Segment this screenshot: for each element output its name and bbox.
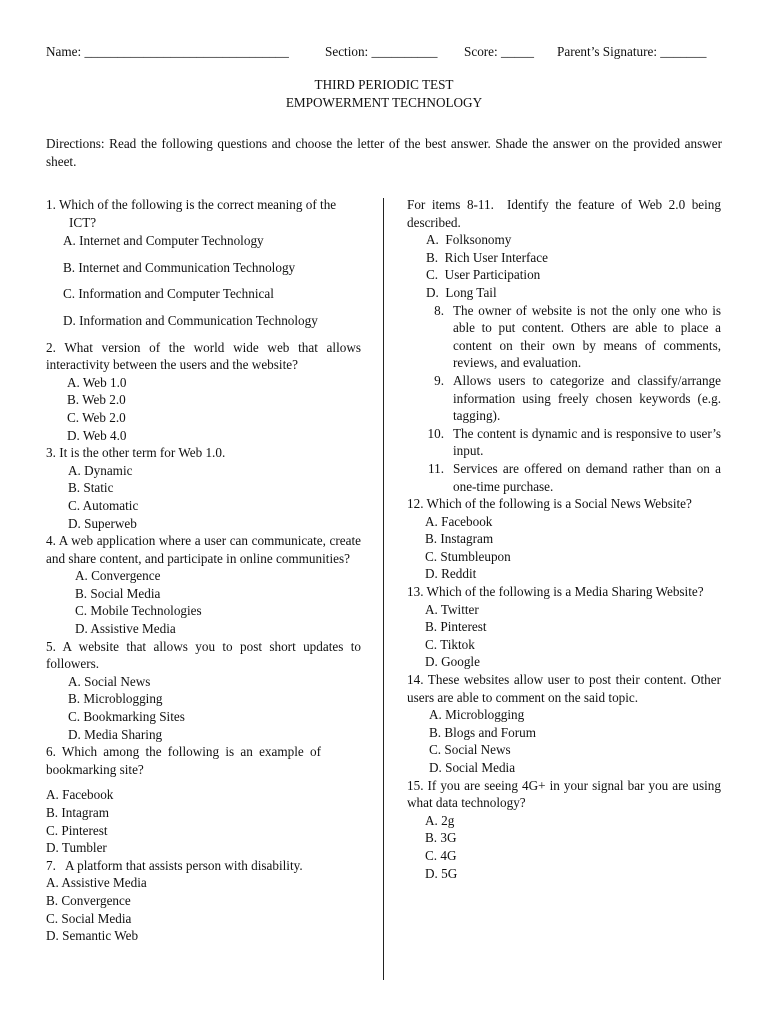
question-15 <box>407 777 721 883</box>
option-b: B. Web 2.0 <box>67 392 126 408</box>
option-d: D. Reddit <box>425 566 477 582</box>
question-stem: For items 8-11. Identify the feature of Web 2.0 being described. <box>407 197 725 230</box>
option-d: D. Tumbler <box>46 840 107 856</box>
option-c: C. Web 2.0 <box>67 409 126 425</box>
option-c: C. Information and Computer Technical <box>63 286 274 302</box>
option-b: B. Convergence <box>46 892 131 908</box>
option-c: C. Pinterest <box>46 822 108 838</box>
option-b: B. Intagram <box>46 805 109 820</box>
option-c: C. Automatic <box>68 497 139 513</box>
section-field: Section: __________ <box>325 44 438 59</box>
option-d: D. Information and Communication Technology <box>63 312 318 328</box>
option-d: D. Social Media <box>429 760 516 775</box>
question-14 <box>407 671 721 777</box>
score-field: Score: _____ <box>464 44 534 59</box>
option-c: C. 4G <box>425 847 457 863</box>
test-title <box>0 76 768 111</box>
option-b: B. Microblogging <box>68 691 163 707</box>
question-stem: 5. A website that allows you to post short updates to followers. <box>46 638 361 672</box>
question-stem: 3. It is the other term for Web 1.0. <box>46 445 226 461</box>
option-a: A. Social News <box>68 673 151 689</box>
option-a: A. Folksonomy <box>426 232 512 248</box>
option-a: A. Internet and Computer Technology <box>63 233 264 249</box>
option-d: D. Semantic Web <box>46 928 139 944</box>
option-c: C. Mobile Technologies <box>75 603 202 619</box>
option-d: D. Media Sharing <box>68 726 163 742</box>
option-d: D. Web 4.0 <box>67 427 127 443</box>
option-b: B. Social Media <box>75 585 161 601</box>
title-line-1: THIRD PERIODIC TEST <box>314 77 454 92</box>
option-b: B. 3G <box>425 830 457 846</box>
item-10 <box>407 425 721 460</box>
option-a: A. Convergence <box>75 568 161 584</box>
option-d: D. Long Tail <box>426 284 497 300</box>
question-stem: 7. A platform that assists person with disability. <box>46 857 303 873</box>
option-c: C. Stumbleupon <box>425 548 511 564</box>
item-text: The content is dynamic and is responsive to user’s input. <box>453 425 721 459</box>
column-divider <box>383 198 384 980</box>
directions: Directions: Read the following questions and choose the letter of the best answer. Shade the answer on the provided answer sheet. <box>46 136 722 169</box>
question-stem: 4. A web application where a user can communicate, create and share content, and participate in online communities? <box>46 533 361 566</box>
item-8 <box>407 302 721 372</box>
option-a: A. Dynamic <box>68 462 133 478</box>
question-5 <box>46 638 361 744</box>
question-13 <box>407 583 721 671</box>
name-field: Name: _______________________________ <box>46 44 289 59</box>
option-b: B. Blogs and Forum <box>429 724 536 740</box>
option-c: C. Bookmarking Sites <box>68 709 185 725</box>
question-12 <box>407 495 721 583</box>
option-b: B. Instagram <box>425 531 494 547</box>
item-11 <box>407 460 721 495</box>
question-1 <box>46 196 361 330</box>
item-9 <box>407 372 721 425</box>
option-c: C. Tiktok <box>425 636 475 652</box>
question-stem-continued: ICT? <box>69 214 97 230</box>
option-d: D. Superweb <box>68 515 137 531</box>
item-text: The owner of website is not the only one who is able to put content. Others are able to place a content on their own by means of comments, reviews, and evaluation. <box>453 302 721 371</box>
option-c: C. Social News <box>429 742 511 758</box>
left-column <box>46 196 361 945</box>
option-a: A. Facebook <box>46 787 114 803</box>
option-a: A. Web 1.0 <box>67 374 127 390</box>
question-2 <box>46 339 361 445</box>
option-c: C. User Participation <box>426 267 541 283</box>
option-a: A. 2g <box>425 812 455 828</box>
option-b: B. Internet and Communication Technology <box>63 259 296 275</box>
item-number: 9. <box>434 372 444 388</box>
option-c: C. Social Media <box>46 910 132 926</box>
title-line-2: EMPOWERMENT TECHNOLOGY <box>285 94 483 110</box>
option-d: D. 5G <box>425 865 458 881</box>
right-column <box>407 196 725 882</box>
parent-signature-field: Parent’s Signature: _______ <box>557 44 707 59</box>
option-d: D. Google <box>425 654 480 670</box>
option-b: B. Static <box>68 480 114 496</box>
option-a: A. Facebook <box>425 513 493 529</box>
question-stem: 14. These websites allow user to post their content. Other users are able to comment on the said topic. <box>407 672 721 705</box>
option-a: A. Microblogging <box>429 707 525 723</box>
question-4 <box>46 532 361 638</box>
question-3 <box>46 444 361 532</box>
item-number: 8. <box>434 302 444 318</box>
question-7 <box>46 857 361 945</box>
question-stem: 1. Which of the following is the correct meaning of the <box>46 197 337 212</box>
question-stem: 12. Which of the following is a Social News Website? <box>407 496 692 512</box>
option-d: D. Assistive Media <box>75 621 176 637</box>
question-6 <box>46 743 361 857</box>
option-b: B. Pinterest <box>425 619 487 635</box>
item-number: 10. <box>427 425 444 441</box>
option-b: B. Rich User Interface <box>426 249 548 265</box>
question-stem: 2. What version of the world wide web that allows interactivity between the users and the website? <box>46 339 361 373</box>
item-text: Allows users to categorize and classify/arrange information using freely chosen keywords (e.g. tagging). <box>453 372 721 424</box>
item-number: 11. <box>428 460 444 476</box>
question-stem: 13. Which of the following is a Media Sharing Website? <box>407 584 704 600</box>
item-text: Services are offered on demand rather than on a one-time purchase. <box>453 460 721 494</box>
option-a: A. Assistive Media <box>46 875 147 891</box>
question-8-11 <box>407 196 725 495</box>
question-stem: 6. Which among the following is an example of bookmarking site? <box>46 744 321 777</box>
option-a: A. Twitter <box>425 601 479 617</box>
question-stem: 15. If you are seeing 4G+ in your signal bar you are using what data technology? <box>407 777 721 811</box>
